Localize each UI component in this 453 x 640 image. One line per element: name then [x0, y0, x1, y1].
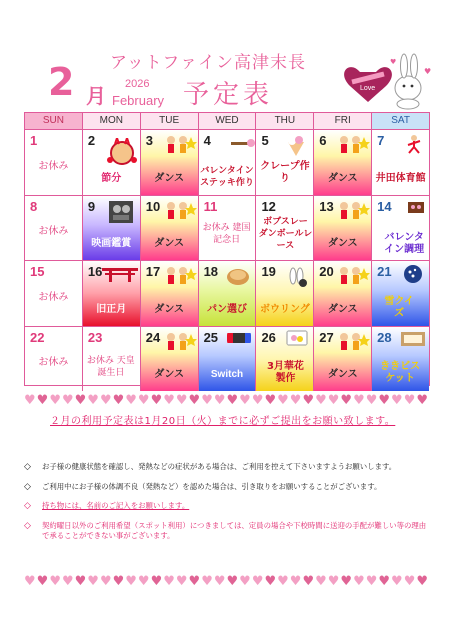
day-number: 11 [203, 198, 218, 214]
heart-icon: ♥ [378, 393, 391, 408]
heart-icon: ♥ [340, 574, 353, 589]
facility-name: アットファイン高津末長 [110, 53, 306, 73]
event-label: 雪クイズ [384, 295, 414, 319]
day-number: 17 [145, 264, 161, 279]
heart-icon: ♥ [251, 393, 264, 408]
day-cell [256, 261, 314, 326]
event-label: ダンス [327, 303, 358, 315]
event-label: ボブスレー ダンボールレース [258, 217, 313, 251]
heart-icon: ♥ [201, 393, 213, 408]
heart-icon: ♥ [327, 574, 340, 589]
dancers-icon [163, 265, 197, 289]
day-cell [314, 130, 372, 195]
event-label: バレンタインステッキ作り [200, 165, 254, 188]
event-label: 井田体育館 [375, 172, 426, 184]
day-cell [314, 261, 372, 326]
heart-icon: ♥ [327, 393, 340, 408]
day-number: 23 [87, 329, 103, 345]
heart-icon: ♥ [74, 393, 87, 408]
header [0, 0, 453, 112]
week-row [25, 196, 429, 262]
day-number: 3 [145, 133, 153, 148]
day-cell [199, 130, 257, 195]
day-number: 9 [87, 198, 96, 214]
event-label: 旧正月 [96, 303, 127, 315]
day-number: 27 [319, 329, 334, 345]
day-cell [256, 196, 314, 261]
event-label: ききビスケット [380, 361, 421, 384]
day-number: 20 [319, 264, 334, 279]
chocolate-box-icon [406, 199, 426, 215]
dancers-icon [336, 200, 370, 224]
calendar-grid [24, 112, 430, 386]
diamond-bullet-icon: ◇ [24, 501, 31, 511]
heart-icon: ♥ [175, 574, 188, 589]
heart-icon: ♥ [365, 393, 378, 408]
heart-icon: ♥ [340, 393, 353, 408]
crepe-icon [284, 134, 308, 156]
day-cell [372, 261, 429, 326]
biscuit-box-icon [400, 330, 426, 348]
bowling-icon [286, 264, 308, 288]
heart-icon: ♥ [353, 574, 365, 589]
event-label: お休み [38, 291, 69, 303]
heart-icon: ♥ [302, 574, 315, 589]
day-number: 14 [377, 198, 392, 214]
day-number: 13 [319, 198, 334, 214]
heart-icon: ♥ [61, 393, 74, 408]
heart-icon: ♥ [188, 574, 201, 589]
heart-icon: ♥ [226, 393, 239, 408]
notes-list [22, 462, 432, 551]
heart-icon: ♥ [416, 574, 428, 589]
page-title: 予定表 [183, 80, 274, 110]
day-number: 22 [30, 329, 45, 345]
day-cell [314, 327, 372, 392]
day-number: 10 [145, 198, 161, 214]
day-cell [83, 130, 141, 195]
note-text: ご利用中にお子様の体調不良（発熱など）を認めた場合は、引き取りをお願いすることがございます。 [42, 481, 382, 491]
event-label: バレンタイン調理 [384, 232, 425, 255]
heart-icon: ♥ [99, 393, 112, 408]
heart-icon: ♥ [289, 574, 302, 589]
event-label: ダンス [327, 238, 358, 249]
love-text: Love [360, 85, 376, 92]
heart-icon: ♥ [277, 574, 289, 589]
heart-icon: ♥ [239, 574, 251, 589]
weekday-sat: SAT [372, 113, 429, 129]
heart-icon: ♥ [264, 574, 277, 589]
month-kanji: 月 [86, 84, 106, 108]
heart-icon: ♥ [125, 574, 137, 589]
bread-icon [225, 265, 251, 287]
day-number: 8 [30, 198, 38, 214]
week-row [25, 327, 429, 392]
day-cell [25, 130, 83, 195]
heart-icon: ♥ [163, 574, 175, 589]
diamond-bullet-icon: ◇ [24, 481, 31, 492]
event-label: Switch [210, 369, 244, 380]
event-label: ダンス [154, 369, 185, 380]
heart-icon: ♥ [302, 393, 315, 408]
heart-icon: ♥ [315, 393, 327, 408]
dancers-icon [336, 134, 370, 158]
day-cell [25, 261, 83, 326]
day-number: 7 [377, 133, 385, 148]
heart-icon: ♥ [277, 393, 289, 408]
day-cell [25, 196, 83, 261]
event-label: ダンス [327, 369, 358, 380]
heart-icon: ♥ [175, 393, 188, 408]
day-cell [256, 327, 314, 392]
day-number: 6 [319, 133, 327, 148]
day-number: 25 [203, 329, 219, 345]
heart-icon: ♥ [315, 574, 327, 589]
weekday-tue: TUE [141, 113, 199, 129]
heart-icon: ♥ [251, 574, 264, 589]
heart-icon: ♥ [391, 393, 403, 408]
day-cell [199, 196, 257, 261]
dancers-icon [163, 331, 197, 355]
week-row [25, 261, 429, 327]
event-label: 映画鑑賞 [91, 238, 132, 249]
event-label: ダンス [154, 172, 185, 184]
event-label: 3月華花製作 [266, 361, 304, 384]
heart-icon: ♥ [365, 574, 378, 589]
dancers-icon [163, 200, 197, 224]
day-cell [25, 327, 83, 392]
heart-border-top [24, 389, 430, 409]
day-number: 1 [30, 133, 38, 148]
heart-icon: ♥ [201, 574, 213, 589]
heart-icon: ♥ [239, 393, 251, 408]
dancers-icon [163, 134, 197, 158]
torii-gate-icon [101, 266, 139, 282]
note-item [22, 462, 432, 473]
note-text: 持ち物には、名前のご記入をお願いします。 [42, 501, 190, 510]
diamond-bullet-icon: ◇ [24, 520, 31, 531]
heart-icon: ♥ [99, 574, 112, 589]
day-number: 5 [261, 133, 269, 148]
heart-icon: ♥ [112, 574, 125, 589]
day-number: 19 [261, 264, 276, 279]
heart-icon: ♥ [61, 574, 74, 589]
heart-icon: ♥ [36, 574, 49, 589]
day-cell [314, 196, 372, 261]
day-cell [141, 130, 199, 195]
day-number: 21 [377, 264, 392, 279]
day-number: 16 [87, 264, 103, 279]
heart-icon: ♥ [137, 393, 150, 408]
heart-icon: ♥ [112, 393, 125, 408]
heart-icon: ♥ [416, 393, 428, 408]
weekday-sun: SUN [25, 113, 83, 129]
heart-icon: ♥ [213, 393, 226, 408]
weekday-thu: THU [256, 113, 314, 129]
valentine-stick-icon [229, 136, 255, 150]
note-text: 契約曜日以外のご利用希望（スポット利用）につきましては、定員の場合や下校時間に送迎の手配が難しい等の理由で承ることができない事がございます。 [42, 520, 427, 540]
heart-icon: ♥ [24, 574, 36, 589]
heart-icon: ♥ [403, 574, 416, 589]
month-english: February [112, 93, 165, 108]
svg-text:♥: ♥ [424, 67, 432, 76]
diamond-bullet-icon: ◇ [24, 462, 31, 472]
heart-icon: ♥ [137, 574, 150, 589]
day-number: 18 [203, 264, 219, 279]
day-number: 28 [377, 329, 392, 345]
note-item [22, 501, 432, 512]
heart-icon: ♥ [403, 393, 416, 408]
heart-icon: ♥ [87, 393, 99, 408]
heart-icon: ♥ [378, 574, 391, 589]
heart-icon: ♥ [391, 574, 403, 589]
day-cell [372, 196, 429, 261]
heart-icon: ♥ [36, 393, 49, 408]
deadline-notice: ２月の利用予定表は1月20日（火）までに必ずご提出をお願い致します。 [50, 416, 396, 427]
day-cell [372, 327, 429, 392]
weekday-fri: FRI [314, 113, 372, 129]
event-label: お休み [38, 160, 69, 172]
month-number: 2 [48, 60, 73, 104]
heart-icon: ♥ [74, 574, 87, 589]
day-cell [141, 327, 199, 392]
day-cell [141, 196, 199, 261]
event-label: ダンス [327, 172, 358, 184]
heart-icon: ♥ [353, 393, 365, 408]
svg-text:♥: ♥ [390, 58, 397, 66]
heart-icon: ♥ [150, 393, 163, 408]
event-label: お休み 天皇誕生日 [86, 356, 135, 378]
heart-icon: ♥ [125, 393, 137, 408]
gym-runner-icon [404, 134, 424, 154]
weekday-wed: WED [199, 113, 257, 129]
day-number: 15 [30, 264, 45, 279]
heart-icon: ♥ [188, 393, 201, 408]
movie-camera-icon [107, 199, 135, 225]
snow-globe-icon [402, 264, 424, 286]
day-number: 2 [87, 133, 96, 148]
heart-icon: ♥ [226, 574, 239, 589]
day-cell [256, 130, 314, 195]
heart-border-bottom [24, 570, 430, 590]
event-label: ボウリング [259, 303, 310, 315]
heart-icon: ♥ [150, 574, 163, 589]
day-number: 12 [261, 198, 276, 214]
heart-icon: ♥ [289, 393, 302, 408]
heart-icon: ♥ [24, 393, 36, 408]
heart-icon: ♥ [49, 574, 61, 589]
setsubun-oni-icon [105, 138, 139, 166]
day-cell [83, 196, 141, 261]
dancers-icon [336, 265, 370, 289]
day-cell [83, 327, 141, 392]
game-console-icon [227, 331, 251, 345]
event-label: 節分 [101, 172, 122, 184]
craft-picture-icon [286, 330, 308, 346]
note-item [22, 521, 432, 542]
day-cell [83, 261, 141, 326]
rabbit-love-heart-icon [338, 52, 434, 110]
event-label: お休み [38, 357, 69, 368]
event-label: パン選び [207, 303, 247, 315]
heart-icon: ♥ [49, 393, 61, 408]
day-number: 4 [203, 133, 211, 148]
weekday-header [25, 113, 429, 130]
day-number: 24 [145, 329, 161, 345]
day-cell [372, 130, 429, 195]
weekday-mon: MON [83, 113, 141, 129]
day-number: 26 [261, 329, 276, 345]
heart-icon: ♥ [163, 393, 175, 408]
event-label: ダンス [154, 238, 185, 249]
year-label: 2026 [125, 78, 150, 90]
heart-icon: ♥ [213, 574, 226, 589]
event-label: ダンス [154, 303, 185, 315]
note-item [22, 482, 432, 493]
day-cell [199, 261, 257, 326]
day-cell [141, 261, 199, 326]
event-label: クレープ作り [260, 160, 310, 184]
note-text: お子様の健康状態を確認し、発熱などの症状がある場合は、ご利用を控えて下さいますようお願いします。 [42, 462, 397, 471]
event-label: お休み 建国記念日 [202, 223, 251, 245]
heart-icon: ♥ [264, 393, 277, 408]
heart-icon: ♥ [87, 574, 99, 589]
day-cell [199, 327, 257, 392]
dancers-icon [336, 331, 370, 355]
week-row [25, 130, 429, 196]
event-label: お休み [38, 226, 69, 237]
